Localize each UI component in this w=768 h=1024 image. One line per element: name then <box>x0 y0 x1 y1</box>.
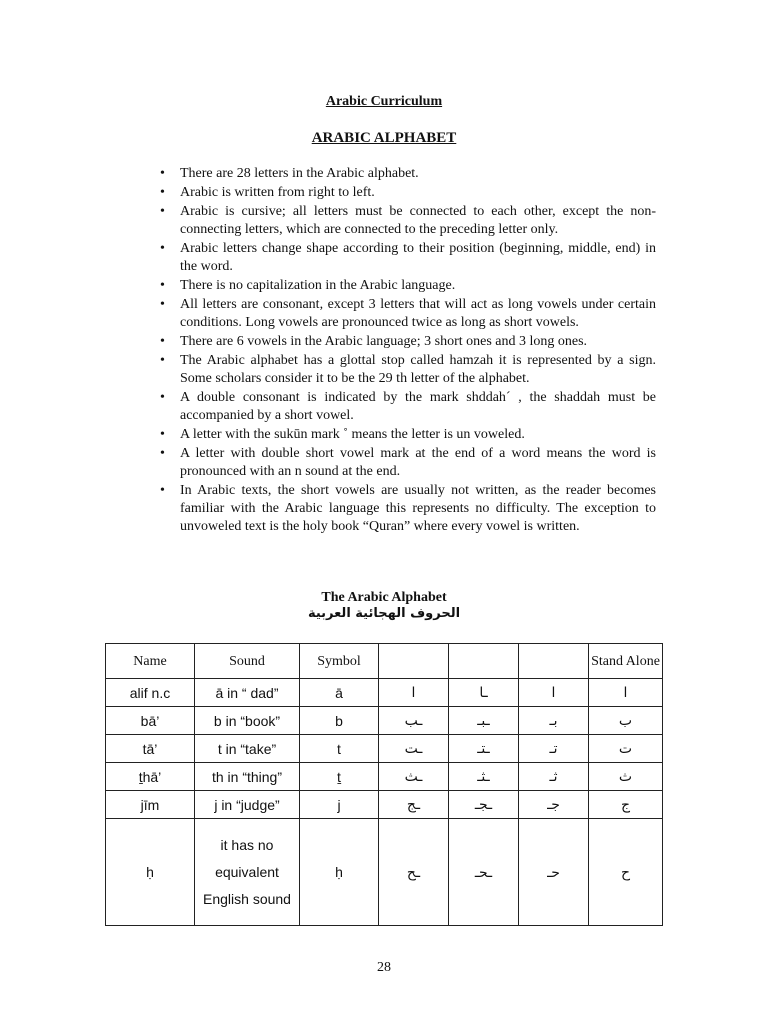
table-cell: ـجـ <box>449 791 519 819</box>
table-cell: ـحـ <box>449 819 519 926</box>
table-cell: t <box>300 735 379 763</box>
table-cell: ḥ <box>106 819 195 926</box>
header-cell <box>379 644 449 679</box>
list-item-text: There are 6 vowels in the Arabic language; 3 short ones and 3 long ones. <box>180 334 588 349</box>
table-row <box>106 679 663 707</box>
table-cell: t in “take” <box>195 735 300 763</box>
list-item <box>160 352 656 388</box>
list-item <box>160 165 656 183</box>
table-cell: ṯ <box>300 763 379 791</box>
table-caption-arabic: الحروف الهجائية العربية <box>307 606 461 621</box>
bullet-icon: • <box>160 166 165 181</box>
list-item-text: Arabic letters change shape according to their position (beginning, middle, end) in the word. <box>180 241 656 274</box>
table-cell: alif n.c <box>106 679 195 707</box>
table-cell: حـ <box>519 819 589 926</box>
table-row <box>106 735 663 763</box>
header-cell: Symbol <box>300 644 379 679</box>
bullet-icon: • <box>160 483 165 498</box>
table-cell: ح <box>589 819 663 926</box>
table-row <box>106 819 663 926</box>
table-cell: بـ <box>519 707 589 735</box>
table-cell: ا <box>589 679 663 707</box>
list-item <box>160 184 656 202</box>
bullet-icon: • <box>160 204 165 219</box>
table-row <box>106 791 663 819</box>
list-item <box>160 482 656 536</box>
bullet-icon: • <box>160 446 165 461</box>
table-cell: ـبـ <box>449 707 519 735</box>
list-item <box>160 426 656 444</box>
table-cell: ث <box>589 763 663 791</box>
list-item-text: There are 28 letters in the Arabic alphabet. <box>180 166 419 181</box>
bullet-icon: • <box>160 353 165 368</box>
list-item-text: Arabic is written from right to left. <box>180 185 375 200</box>
table-cell: ـت <box>379 735 449 763</box>
table-row <box>106 763 663 791</box>
list-item <box>160 389 656 425</box>
list-item-text: There is no capitalization in the Arabic language. <box>180 278 456 293</box>
table-cell: jīm <box>106 791 195 819</box>
table-cell: ـب <box>379 707 449 735</box>
header-cell <box>449 644 519 679</box>
curriculum-title: Arabic Curriculum <box>325 94 443 109</box>
table-cell: ـتـ <box>449 735 519 763</box>
header-cell <box>519 644 589 679</box>
list-item-text: All letters are consonant, except 3 letters that will act as long vowels under certain conditions. Long vowels are pronounced twice as long as short vowels. <box>180 297 656 330</box>
table-cell: جـ <box>519 791 589 819</box>
table-cell: ت <box>589 735 663 763</box>
table-cell: ā in “ dad” <box>195 679 300 707</box>
list-item <box>160 333 656 351</box>
table-cell: tā’ <box>106 735 195 763</box>
table-cell: it has no equivalent English sound <box>195 819 300 926</box>
bullet-icon: • <box>160 241 165 256</box>
list-item <box>160 203 656 239</box>
table-cell: ـج <box>379 791 449 819</box>
facts-list <box>160 165 656 537</box>
list-item-text: In Arabic texts, the short vowels are usually not written, as the reader becomes familiar with the Arabic language this represents no difficulty. The exception to unvoweled text is the holy book “Quran” where every vowel is written. <box>180 483 656 534</box>
bullet-icon: • <box>160 334 165 349</box>
table-cell: ـح <box>379 819 449 926</box>
table-cell: b <box>300 707 379 735</box>
list-item-text: A letter with double short vowel mark at the end of a word means the word is pronounced with an n sound at the end. <box>180 446 656 479</box>
list-item <box>160 445 656 481</box>
table-cell: ḥ <box>300 819 379 926</box>
list-item-text: Arabic is cursive; all letters must be connected to each other, except the non-connecting letters, which are connected to the preceding letter only. <box>180 204 656 237</box>
table-cell: ṯhā’ <box>106 763 195 791</box>
table-cell: ب <box>589 707 663 735</box>
header-cell: Name <box>106 644 195 679</box>
header-cell: Sound <box>195 644 300 679</box>
table-cell: j <box>300 791 379 819</box>
bullet-icon: • <box>160 297 165 312</box>
table-cell: ا <box>519 679 589 707</box>
list-item-text: A double consonant is indicated by the mark shddah´ , the shaddah must be accompanied by a short vowel. <box>180 390 656 423</box>
table-cell: b in “book” <box>195 707 300 735</box>
header-cell: Stand Alone <box>589 644 663 679</box>
table-row <box>106 707 663 735</box>
table-cell: ج <box>589 791 663 819</box>
table-cell: ـا <box>449 679 519 707</box>
bullet-icon: • <box>160 185 165 200</box>
alphabet-table <box>105 643 663 926</box>
table-caption: The Arabic Alphabet <box>321 590 447 605</box>
list-item-text: The Arabic alphabet has a glottal stop called hamzah it is represented by a sign. Some scholars consider it to be the 29 th letter of the alphabet. <box>180 353 656 386</box>
bullet-icon: • <box>160 390 165 405</box>
table-cell: th in “thing” <box>195 763 300 791</box>
section-title: ARABIC ALPHABET <box>311 130 457 146</box>
list-item <box>160 277 656 295</box>
table-cell: ثـ <box>519 763 589 791</box>
page-number: 28 <box>377 960 391 975</box>
bullet-icon: • <box>160 427 165 442</box>
list-item-text: A letter with the sukūn mark ˚ means the letter is un voweled. <box>180 427 525 442</box>
table-cell: ā <box>300 679 379 707</box>
table-cell: bā’ <box>106 707 195 735</box>
table-cell: ـث <box>379 763 449 791</box>
table-cell: ـثـ <box>449 763 519 791</box>
bullet-icon: • <box>160 278 165 293</box>
table-header-row <box>106 644 663 679</box>
table-cell: j in “judge” <box>195 791 300 819</box>
table-cell: تـ <box>519 735 589 763</box>
table-cell: ا <box>379 679 449 707</box>
list-item <box>160 296 656 332</box>
list-item <box>160 240 656 276</box>
